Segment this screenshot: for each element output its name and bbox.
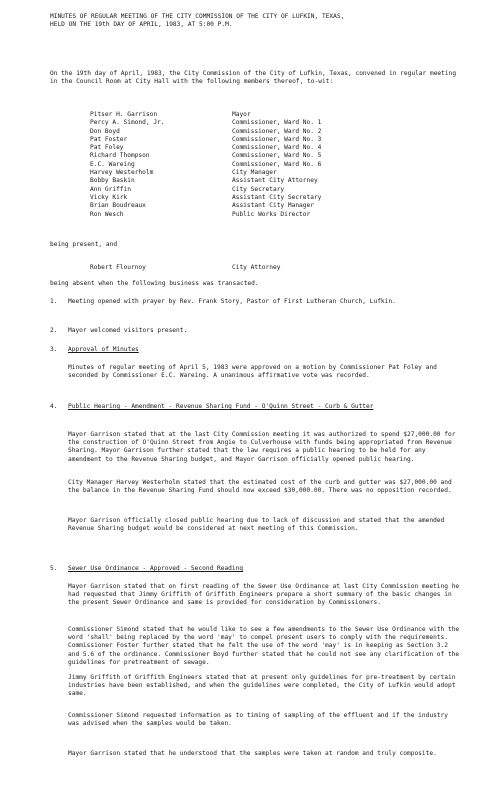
agenda-item-5 (50, 565, 461, 573)
title-line-2: HELD ON THE 19th DAY OF APRIL, 1983, AT 5:00 P.M. (50, 21, 233, 29)
roster-row: Pat Foster Commissioner, Ward No. 3 (90, 135, 322, 143)
roster-row: Pat Foley Commissioner, Ward No. 4 (90, 144, 322, 152)
item-5-paragraph-1: Mayor Garrison stated that on first reading of the Sewer Use Ordinance at last City Commission meeting he had requested that Jimmy Griffith of Griffith Engineers prepare a short summary of the basic changes in the present Sewer Ordinance and same is provided for consideration by Commissioners. (68, 583, 463, 607)
agenda-item-1 (50, 298, 461, 306)
roster-row: Pitser H. Garrison Mayor (90, 111, 251, 118)
minutes-title (50, 13, 461, 29)
item-5-paragraph-3: Jimmy Griffith of Griffith Engineers stated that at present only guidelines for pre-treatment by certain industries have been established, and when the guidelines were completed, the City of Lufkin would adopt same. (68, 674, 460, 698)
roster-row: Ron Wesch Public Works Director (90, 210, 311, 218)
item-5-paragraph-5: Mayor Garrison stated that he understood that the samples were taken at random and truly composite. (68, 750, 437, 757)
roster-row: Ann Griffin City Secretary (90, 185, 285, 193)
absent-row (90, 264, 280, 272)
item-number: 3. (50, 346, 58, 353)
item-number: 4. (50, 403, 58, 410)
roster-row: Brian Boudreaux Assistant City Manager (90, 202, 314, 210)
roster-row: Bobby Baskin Assistant City Attorney (90, 177, 318, 185)
roster-row: Percy A. Simond, Jr. Commissioner, Ward No. 1 (90, 119, 322, 127)
roster-row: Vicky Kirk Assistant City Secretary (90, 193, 322, 201)
item-4-paragraph-3: Mayor Garrison officially closed public hearing due to lack of discussion and stated that the amended Revenue Sharing budget would be considered at next meeting of this Commission. (68, 517, 448, 533)
roster-row: Don Boyd Commissioner, Ward No. 2 (90, 127, 322, 135)
item-number: 2. (50, 327, 58, 334)
item-heading: Approval of Minutes (68, 346, 139, 353)
attendance-roster (90, 111, 382, 219)
item-4-paragraph-2: City Manager Harvey Westerholm stated that the estimated cost of the curb and gutter was $27,000.00 and the balance in the Revenue Sharing Fund should now exceed $30,000.00. There was no opposition recorded. (68, 479, 456, 495)
item-text: Meeting opened with prayer by Rev. Frank Story, Pastor of First Lutheran Church, Lufkin. (68, 298, 396, 305)
agenda-item-3 (50, 346, 461, 354)
agenda-item-2 (50, 327, 461, 335)
item-text: Mayor welcomed visitors present. (68, 327, 188, 334)
absent-role: City Attorney (232, 264, 281, 271)
roster-row: Richard Thompson Commissioner, Ward No. 5 (90, 152, 322, 160)
item-heading: Public Hearing - Amendment - Revenue Sharing Fund - O'Quinn Street - Curb & Gutter (68, 403, 374, 410)
item-number: 5. (50, 565, 58, 572)
absent-line: being absent when the following business was transacted. (50, 280, 259, 287)
roster-row: E.C. Wareing Commissioner, Ward No. 6 (90, 160, 322, 168)
absent-name: Robert Flournoy (90, 264, 146, 271)
item-4-paragraph-1: Mayor Garrison stated that at the last City Commission meeting it was authorized to spend $27,000.00 for the construction of O'Quinn Street from Angie to Culverhouse with funds being appropriated from Revenue Sharing. Mayor Garrison further stated that the law requires a public hearing to be held for any amendment to the Revenue Sharing budget, and Mayor Garrison officially opened public hearing. (68, 431, 460, 463)
item-5-paragraph-2: Commissioner Simond stated that he would like to see a few amendments to the Sewer Use Ordinance with the word 'shall' being replaced by the word 'may' to compel present users to comply with the requirements. Commissioner Foster further stated that he felt the use of the word 'may' is in keeping as Section 3.2 and 5.6 of the ordinance. Commissioner Boyd further stated that he could not see any clarification of the guidelines for pretreatment of sewage. (68, 626, 463, 666)
title-line-1: MINUTES OF REGULAR MEETING OF THE CITY COMMISSION OF THE CITY OF LUFKIN, TEXAS, (50, 13, 345, 20)
item-number: 1. (50, 298, 58, 305)
agenda-item-4 (50, 403, 461, 411)
item-5-paragraph-4: Commissioner Simond requested information as to timing of sampling of the effluent and if the industry was advised when the samples would be taken. (68, 712, 452, 728)
opening-paragraph: On the 19th day of April, 1983, the City Commission of the City of Lufkin, Texas, convened in regular meeting in the Council Room at City Hall with the following members thereof, to-wit: (50, 70, 460, 86)
item-3-paragraph: Minutes of regular meeting of April 5, 1983 were approved on a motion by Commissioner Pat Foley and seconded by Commissioner E.C. Wareing. A unanimous affirmative vote was recorded. (68, 364, 441, 380)
item-heading: Sewer Use Ordinance - Approved - Second Reading (68, 565, 244, 572)
present-line: being present, and (50, 241, 118, 248)
roster-row: Harvey Westerholm City Manager (90, 169, 277, 177)
